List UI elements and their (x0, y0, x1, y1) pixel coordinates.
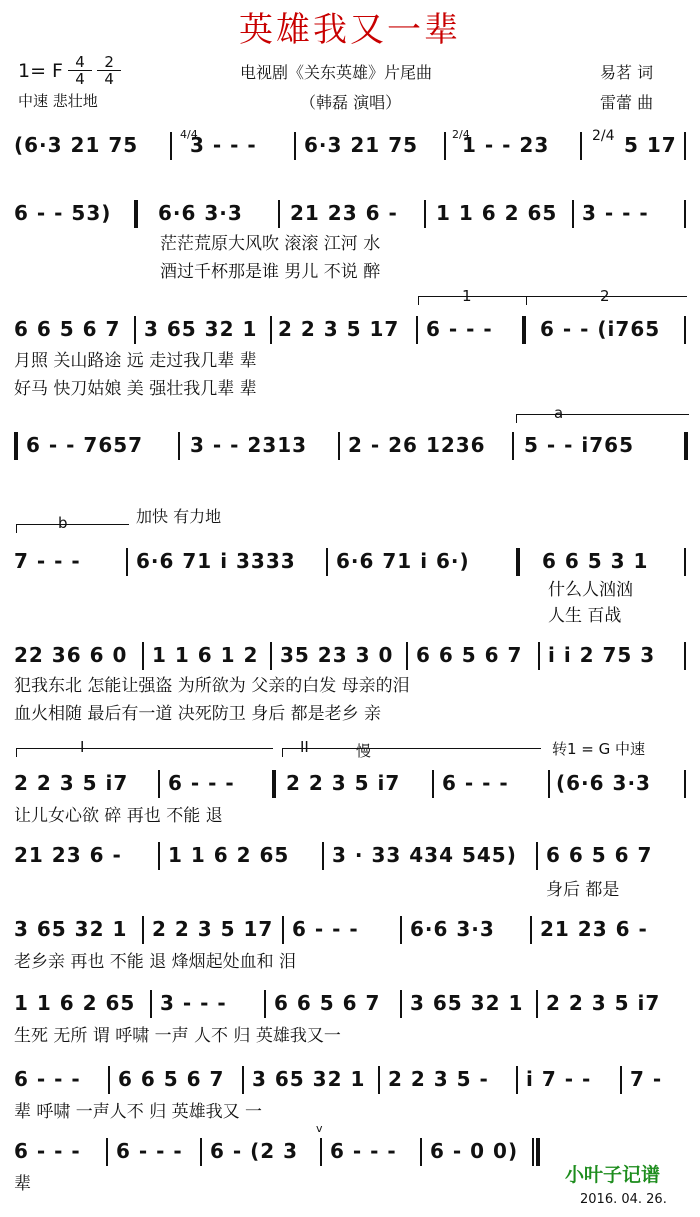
lyric-verse-1: 生死 无所 谓 呼啸 一声 人不 归 英雄我又一 (14, 1026, 341, 1046)
measure: 21 23 6 - (540, 917, 648, 941)
staff-line-8 (0, 840, 700, 870)
measure: 3 · 33 434 545) (332, 843, 517, 867)
meter-4-4: $\frac{4}{4}$ (68, 54, 92, 87)
measure: i 7 - - (526, 1067, 592, 1091)
staff-line-4 (0, 430, 700, 460)
fermata-mark: v (316, 1122, 323, 1135)
measure: 1 1 6 1 2 (152, 643, 259, 667)
measure: 6·6 71 i 3333 (136, 549, 296, 573)
measure: 6 - - 53) (14, 201, 112, 225)
lyric-verse-2: 血火相随 最后有一道 决死防卫 身后 都是老乡 亲 (14, 704, 382, 724)
measure: 2 2 3 5 i7 (14, 771, 129, 795)
measure: 21 23 6 - (14, 843, 122, 867)
measure: 6 - - - (330, 1139, 397, 1163)
lyric-verse-1: 什么人汹汹 (548, 580, 633, 600)
volta-2-label: 2 (600, 287, 610, 305)
measure: 7 - (630, 1067, 663, 1091)
lyric-verse-2: 好马 快刀姑娘 美 强壮我几辈 辈 (14, 379, 257, 399)
measure: 3 65 32 1 (144, 317, 258, 341)
measure: 2 2 3 5 - (388, 1067, 489, 1091)
volta-I (16, 748, 273, 757)
volta-b-label: b (58, 514, 68, 532)
watermark: 小叶子记谱 (565, 1164, 661, 1186)
measure: 6 6 5 6 7 (274, 991, 381, 1015)
measure: 3 - - 2313 (190, 433, 308, 457)
measure: 3 - - - (160, 991, 227, 1015)
measure: 6 6 5 6 7 (546, 843, 653, 867)
measure: 6·3 21 75 (304, 133, 419, 157)
tempo-slow: 慢 (356, 742, 372, 760)
measure: 35 23 3 0 (280, 643, 394, 667)
measure: 2 2 3 5 17 (152, 917, 274, 941)
lyric-verse-1: 茫茫荒原大风吹 滚滚 江河 水 (160, 234, 381, 254)
staff-line-5 (0, 546, 700, 576)
measure: 6 - - - (292, 917, 359, 941)
transcription-date: 2016. 04. 26. (580, 1192, 667, 1207)
staff-line-1 (0, 130, 700, 160)
time-signature (68, 54, 124, 88)
lyric-verse-1: 身后 都是 (546, 880, 620, 900)
volta-1-label: 1 (462, 287, 472, 305)
key-signature: 1= F (18, 60, 63, 82)
measure: 6 - - 7657 (26, 433, 144, 457)
measure: 6 - 0 0) (430, 1139, 519, 1163)
lyric-verse-1: 月照 关山路途 远 走过我几辈 辈 (14, 351, 257, 371)
measure: 6·6 3·3 (410, 917, 495, 941)
measure: 2 2 3 5 i7 (546, 991, 661, 1015)
measure: 1 1 6 2 65 (14, 991, 136, 1015)
volta-II (282, 748, 541, 757)
song-title: 英雄我又一辈 (239, 10, 461, 50)
staff-line-3 (0, 314, 700, 344)
volta-a (516, 414, 689, 423)
staff-line-7 (0, 768, 700, 798)
measure: 1 1 6 2 65 (168, 843, 290, 867)
staff-line-10 (0, 988, 700, 1018)
lyric-verse-1: 让儿女心欲 碎 再也 不能 退 (14, 806, 223, 826)
measure: 3 65 32 1 (252, 1067, 366, 1091)
staff-line-9 (0, 914, 700, 944)
measure: 6 - - - (116, 1139, 183, 1163)
measure: 3 - - - (190, 133, 257, 157)
composer-credit: 雷蕾 曲 (600, 93, 654, 112)
measure: 6 6 5 6 7 (14, 317, 121, 341)
volta-b (16, 524, 129, 533)
lyric-verse-2: 酒过千杯那是谁 男儿 不说 醉 (160, 262, 381, 282)
tempo-change: 加快 有力地 (136, 507, 222, 526)
measure: (6·3 21 75 (14, 133, 139, 157)
lyric-verse-1: 犯我东北 怎能让强盗 为所欲为 父亲的白发 母亲的泪 (14, 676, 410, 696)
measure: 6 - - - (442, 771, 509, 795)
measure: 6 6 5 3 1 (542, 549, 649, 573)
lyric-verse-1: 老乡亲 再也 不能 退 烽烟起处血和 泪 (14, 952, 297, 972)
measure: 7 - - - (14, 549, 81, 573)
measure: 3 65 32 1 (14, 917, 128, 941)
measure: 6 6 5 6 7 (416, 643, 523, 667)
volta-a-label: a (554, 404, 564, 422)
staff-line-11 (0, 1064, 700, 1094)
meter-change-marker: 2/4 (592, 128, 615, 144)
lyric-verse-2: 人生 百战 (548, 606, 622, 626)
lyric-verse-1: 辈 (14, 1174, 31, 1194)
measure: 6 - - - (14, 1139, 81, 1163)
source-credit: 电视剧《关东英雄》片尾曲 (240, 63, 433, 82)
lyricist-credit: 易茗 词 (600, 63, 654, 82)
singer-credit: （韩磊 演唱） (300, 93, 402, 112)
measure: i i 2 75 3 (548, 643, 656, 667)
staff-line-2 (0, 198, 700, 228)
measure: 3 65 32 1 (410, 991, 524, 1015)
measure: 2 2 3 5 i7 (286, 771, 401, 795)
measure: 6·6 71 i 6·) (336, 549, 470, 573)
meter-change-marker: 2/4 (452, 128, 470, 141)
measure: 3 - - - (582, 201, 649, 225)
measure: 6 - - - (168, 771, 235, 795)
measure: 6 - - - (14, 1067, 81, 1091)
measure: 6·6 3·3 (158, 201, 243, 225)
measure: 6 6 5 6 7 (118, 1067, 225, 1091)
measure: 5 - - i765 (524, 433, 635, 457)
tempo-marking: 中速 悲壮地 (18, 92, 98, 110)
measure: 6 - (2 3 (210, 1139, 299, 1163)
measure: 2 2 3 5 17 (278, 317, 400, 341)
measure: (6·6 3·3 (556, 771, 651, 795)
measure: 1 1 6 2 65 (436, 201, 558, 225)
meter-change-marker: 4/4 (180, 128, 198, 141)
measure: 6 - - (i765 (540, 317, 661, 341)
measure: 6 - - - (426, 317, 493, 341)
staff-line-6 (0, 640, 700, 670)
key-change: 转1 = G 中速 (552, 740, 646, 758)
meter-2-4: $\frac{2}{4}$ (97, 54, 121, 87)
measure: 2 - 26 1236 (348, 433, 486, 457)
measure: 22 36 6 0 (14, 643, 128, 667)
measure: 1 - - 23 (462, 133, 550, 157)
volta-II-label: II (300, 738, 309, 756)
measure: 5 17 (624, 133, 677, 157)
measure: 21 23 6 - (290, 201, 398, 225)
lyric-verse-1: 辈 呼啸 一声人不 归 英雄我又 一 (14, 1102, 263, 1122)
volta-I-label: I (80, 738, 85, 756)
